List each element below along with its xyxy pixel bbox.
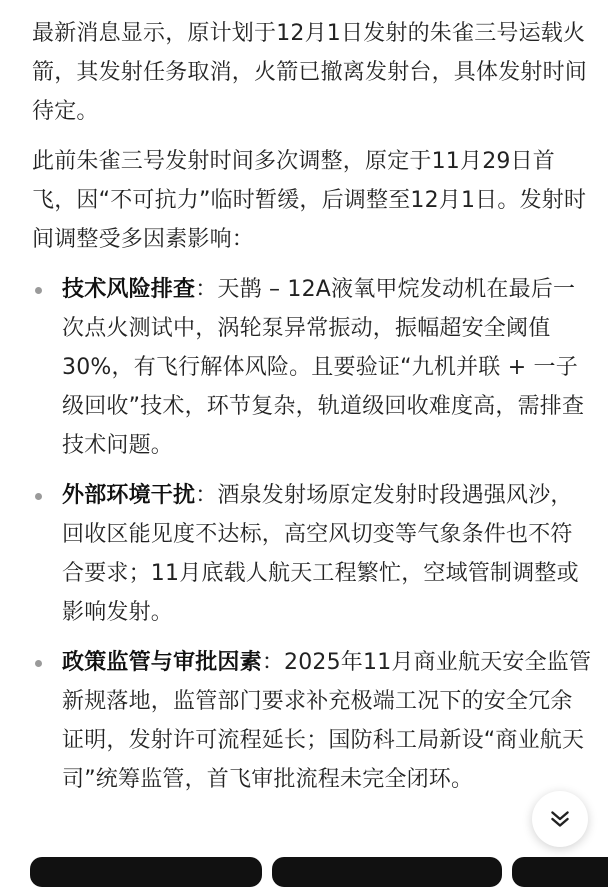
- bullet-dot-icon: [35, 660, 42, 667]
- bottom-action-button-3[interactable]: [512, 857, 608, 887]
- bottom-action-button-2[interactable]: [272, 857, 502, 887]
- list-item-text: ：2025年11月商业航天安全监管新规落地，监管部门要求补充极端工况下的安全冗余证明，发射许可流程延长；国防科工局新设“商业航天司”统筹监管，首飞审批流程未完全闭环。: [62, 650, 592, 792]
- bottom-action-button-1[interactable]: [30, 857, 262, 887]
- list-item-text: ：酒泉发射场原定发射时段遇强风沙，回收区能见度不达标，高空风切变等气象条件也不符合要求；11月底载人航天工程繁忙，空域管制调整或影响发射。: [62, 483, 579, 625]
- list-item-environment: [32, 476, 592, 632]
- list-item-policy: [32, 643, 592, 799]
- list-item-title: 政策监管与审批因素: [62, 650, 262, 675]
- paragraph-intro: 最新消息显示，原计划于12月1日发射的朱雀三号运载火箭，其发射任务取消，火箭已撤离发射台，具体发射时间待定。: [32, 21, 588, 124]
- factor-list: [32, 270, 592, 799]
- scroll-to-bottom-button[interactable]: [532, 791, 588, 847]
- chevron-double-down-icon: [547, 806, 573, 832]
- list-item-text: ：天鹊 – 12A液氧甲烷发动机在最后一次点火测试中，涡轮泵异常振动，振幅超安全阈值30%，有飞行解体风险。且要验证“九机并联 + 一子级回收”技术，环节复杂，轨道级回收难度高，需排查技术问题。: [62, 277, 585, 458]
- bullet-dot-icon: [35, 287, 42, 294]
- article-content: [32, 14, 592, 810]
- paragraph-background: 此前朱雀三号发射时间多次调整，原定于11月29日首飞，因“不可抗力”临时暂缓，后调整至12月1日。发射时间调整受多因素影响：: [32, 149, 587, 252]
- list-item-title: 技术风险排查: [62, 277, 196, 302]
- bullet-dot-icon: [35, 493, 42, 500]
- list-item-technical-risk: [32, 270, 592, 465]
- bottom-action-bar: [0, 857, 608, 871]
- list-item-title: 外部环境干扰: [62, 483, 196, 508]
